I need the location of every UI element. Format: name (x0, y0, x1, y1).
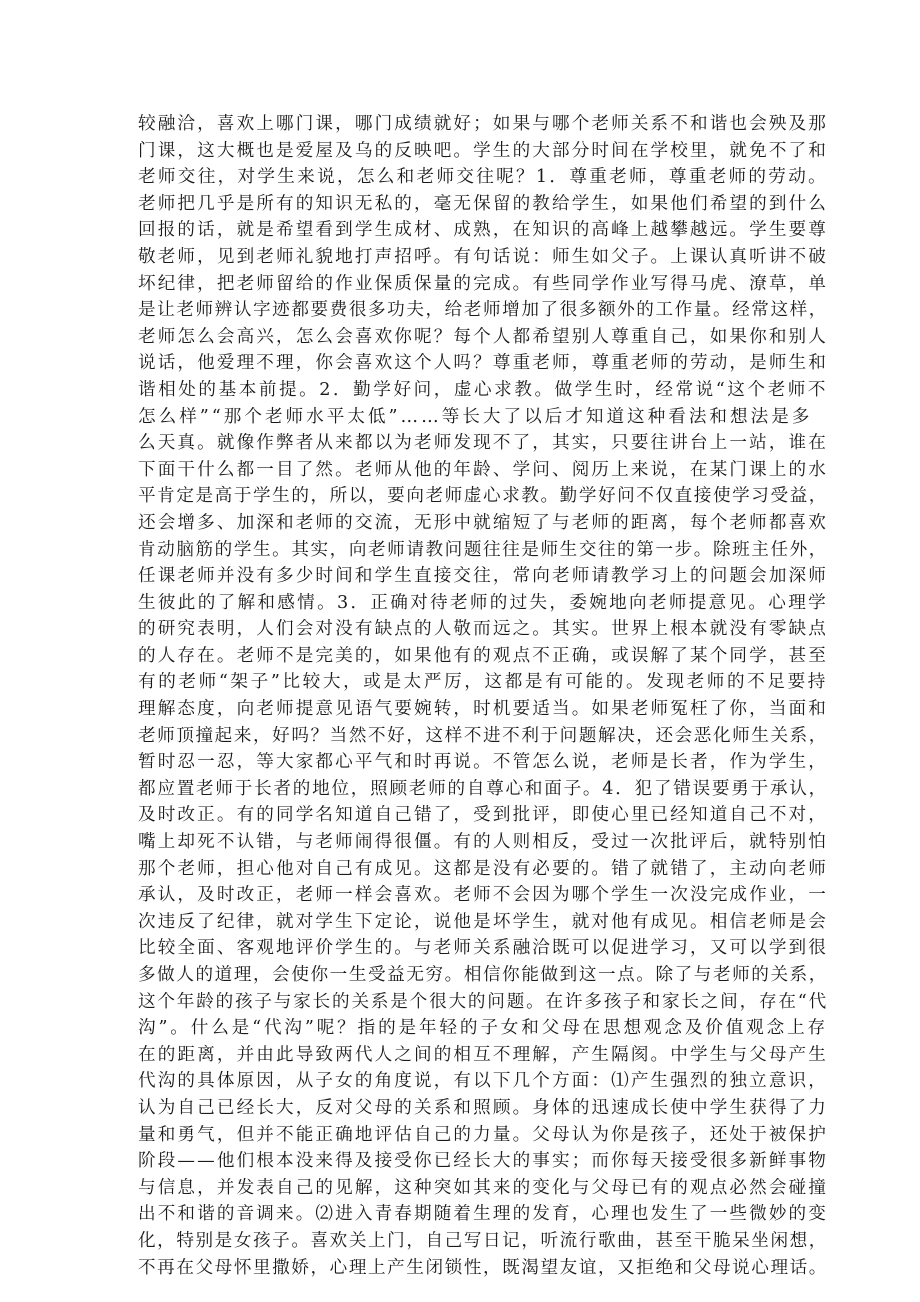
text-line: 多做人的道理，会使你一生受益无穷。相信你能做到这一点。除了与老师的关系， (138, 965, 828, 985)
text-line: 都应置老师于长者的地位，照顾老师的自尊心和面子。4．犯了错误要勇于承认， (138, 778, 828, 799)
text-line: 不再在父母怀里撒娇，心理上产生闭锁性，既渴望友谊，又拒绝和父母说心理话。 (138, 1257, 828, 1278)
text-line: 敬老师，见到老师礼貌地打声招呼。有句话说：师生如父子。上课认真听讲不破 (138, 246, 828, 267)
text-line: 承认，及时改正，老师一样会喜欢。老师不会因为哪个学生一次没完成作业，一 (138, 885, 828, 906)
text-line: 肯动脑筋的学生。其实，向老师请教问题往往是师生交往的第一步。除班主任外， (138, 539, 828, 560)
text-line: 坏纪律，把老师留给的作业保质保量的完成。有些同学作业写得马虎、潦草，单 (138, 273, 828, 294)
text-line: 出不和谐的音调来。⑵进入青春期随着生理的发育，心理也发生了一些微妙的变 (138, 1204, 828, 1225)
text-line: 平肯定是高于学生的，所以，要向老师虚心求教。勤学好问不仅直接使学习受益， (138, 486, 828, 507)
text-line: 么天真。就像作弊者从来都以为老师发现不了，其实，只要往讲台上一站，谁在 (138, 433, 828, 454)
text-line: 有的老师“架子”比较大，或是太严厉，这都是有可能的。发现老师的不足要持 (138, 672, 828, 693)
text-line: 老师把几乎是所有的知识无私的，毫无保留的教给学生，如果他们希望的到什么 (138, 193, 828, 214)
text-line: 生彼此的了解和感情。3．正确对待老师的过失，委婉地向老师提意见。心理学 (138, 592, 828, 613)
text-line: 还会增多、加深和老师的交流，无形中就缩短了与老师的距离，每个老师都喜欢 (138, 512, 828, 533)
text-line: 任课老师并没有多少时间和学生直接交往，常向老师请教学习上的问题会加深师 (138, 566, 828, 587)
text-line: 谐相处的基本前提。2．勤学好问，虚心求教。做学生时，经常说“这个老师不 (138, 379, 828, 400)
text-line: 比较全面、客观地评价学生的。与老师关系融洽既可以促进学习，又可以学到很 (138, 938, 828, 959)
text-line: 认为自己已经长大，反对父母的关系和照顾。身体的迅速成长使中学生获得了力 (138, 1097, 828, 1118)
text-line: 化，特别是女孩子。喜欢关上门，自己写日记，听流行歌曲，甚至干脆呆坐闲想， (138, 1230, 828, 1251)
text-line: 阶段——他们根本没来得及接受你已经长大的事实；而你每天接受很多新鲜事物 (138, 1151, 828, 1172)
text-line: 理解态度，向老师提意见语气要婉转，时机要适当。如果老师冤枉了你，当面和 (138, 699, 828, 720)
text-line: 这个年龄的孩子与家长的关系是个很大的问题。在许多孩子和家长之间，存在“代 (138, 991, 828, 1012)
body-text (138, 111, 828, 1281)
text-line: 代沟的具体原因，从子女的角度说，有以下几个方面：⑴产生强烈的独立意识， (138, 1071, 828, 1092)
text-line: 门课，这大概也是爱屋及乌的反映吧。学生的大部分时间在学校里，就免不了和 (138, 140, 828, 161)
text-line: 的研究表明，人们会对没有缺点的人敬而远之。其实。世界上根本就没有零缺点 (138, 619, 828, 640)
text-line: 暂时忍一忍，等大家都心平气和时再说。不管怎么说，老师是长者，作为学生， (138, 752, 828, 773)
text-line: 老师顶撞起来，好吗？当然不好，这样不进不利于问题解决，还会恶化师生关系， (138, 725, 828, 746)
text-line: 下面干什么都一目了然。老师从他的年龄、学问、阅历上来说，在某门课上的水 (138, 459, 828, 480)
text-line: 及时改正。有的同学名知道自己错了，受到批评，即使心里已经知道自己不对， (138, 805, 828, 826)
text-line: 回报的话，就是希望看到学生成材、成熟，在知识的高峰上越攀越远。学生要尊 (138, 220, 828, 241)
text-line: 较融洽，喜欢上哪门课，哪门成绩就好；如果与哪个老师关系不和谐也会殃及那 (138, 114, 828, 134)
text-line: 在的距离，并由此导致两代人之间的相互不理解，产生隔阂。中学生与父母产生 (138, 1044, 828, 1065)
text-line: 嘴上却死不认错，与老师闹得很僵。有的人则相反，受过一次批评后，就特别怕 (138, 832, 828, 853)
text-line: 与信息，并发表自己的见解，这种突如其来的变化与父母已有的观点必然会碰撞 (138, 1177, 828, 1198)
text-line: 的人存在。老师不是完美的，如果他有的观点不正确，或误解了某个同学，甚至 (138, 645, 828, 666)
text-line: 怎么样”“那个老师水平太低”……等长大了以后才知道这种看法和想法是多 (138, 406, 813, 427)
text-line: 那个老师，担心他对自己有成见。这都是没有必要的。错了就错了，主动向老师 (138, 858, 828, 879)
text-line: 老师交往，对学生来说，怎么和老师交往呢？1．尊重老师，尊重老师的劳动。 (138, 167, 828, 188)
text-line: 老师怎么会高兴，怎么会喜欢你呢？每个人都希望别人尊重自己，如果你和别人 (138, 326, 828, 347)
text-line: 沟”。什么是“代沟”呢？指的是年轻的子女和父母在思想观念及价值观念上存 (138, 1018, 828, 1039)
text-line: 说话，他爱理不理，你会喜欢这个人吗？尊重老师，尊重老师的劳动，是师生和 (138, 353, 828, 374)
text-line: 是让老师辨认字迹都要费很多功夫，给老师增加了很多额外的工作量。经常这样， (138, 300, 828, 321)
text-line: 次违反了纪律，就对学生下定论，说他是坏学生，就对他有成见。相信老师是会 (138, 911, 828, 932)
text-line: 量和勇气，但并不能正确地评估自己的力量。父母认为你是孩子，还处于被保护 (138, 1124, 828, 1145)
